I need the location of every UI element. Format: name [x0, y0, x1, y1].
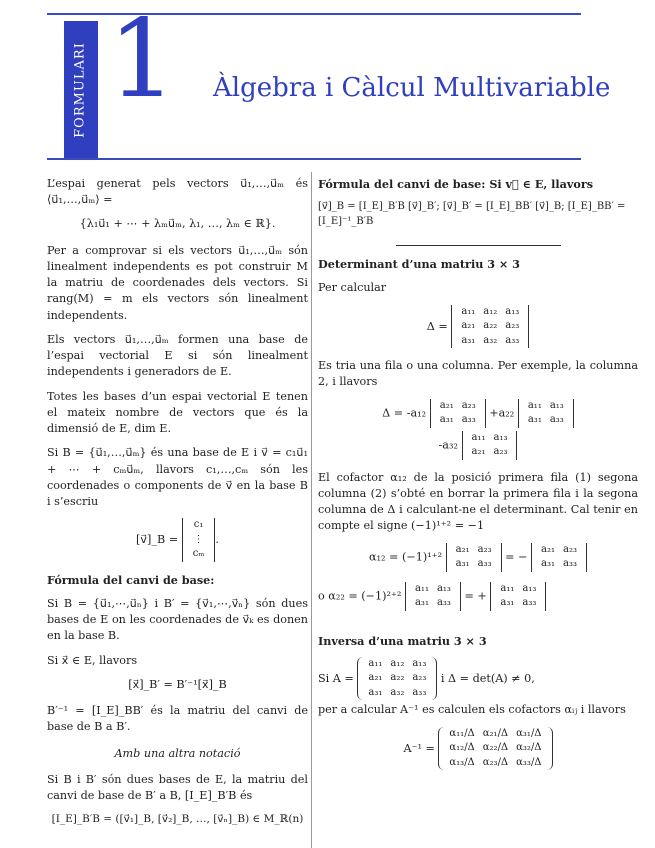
- right-column: [318, 176, 638, 780]
- det-cell: a₃₁: [527, 414, 542, 426]
- det-cell: a₁₃: [493, 431, 508, 443]
- coord-vector: [182, 518, 216, 562]
- det-3x3: [451, 305, 529, 349]
- mat-cell: a₁₃: [412, 657, 427, 669]
- inv-cell: α₃₃/Δ: [516, 756, 542, 768]
- det-cell: a₁₁: [414, 582, 429, 594]
- coord-lhs: [v⃗]_B =: [136, 532, 179, 546]
- heading-inverse: Inversa d’una matriu 3 × 3: [318, 633, 487, 648]
- det-cell: a₃₁: [500, 597, 515, 609]
- det-cell: a₃₃: [505, 334, 520, 346]
- inv-cell: α₃₁/Δ: [516, 727, 542, 739]
- delta-lhs: Δ =: [426, 319, 448, 333]
- paragraph-other-notation: Si B i B′ són dues bases de E, la matriu del canvi de base de B′ a B, [I_E]_B′B és: [47, 772, 308, 803]
- mat-cell: a₂₂: [390, 672, 405, 684]
- paragraph-choose-column: Es tria una fila o una columna. Per exemple, la columna 2, i llavors: [318, 359, 638, 389]
- det-cell: a₂₁: [471, 446, 486, 458]
- det-cell: a₃₃: [436, 597, 451, 609]
- cofactor-12-minor-b: [531, 543, 587, 572]
- formula-matrix-a: [318, 657, 638, 701]
- notation-note: Amb una altra notació: [114, 746, 241, 760]
- det-cell: a₃₁: [439, 414, 454, 426]
- paragraph-per-calcular: Per calcular: [318, 281, 387, 295]
- det-cell: a₁₁: [461, 305, 476, 317]
- matrix-a-lhs: Si A =: [318, 671, 354, 685]
- left-column: [47, 176, 308, 838]
- det-cell: a₂₁: [541, 543, 556, 555]
- cofactor-12-lhs: α₁₂ = (−1)¹⁺²: [368, 550, 443, 564]
- expansion-term-3: -a₃₂: [438, 438, 458, 452]
- det-cell: a₃₃: [549, 414, 564, 426]
- inv-cell: α₁₁/Δ: [449, 727, 475, 739]
- det-cell: a₂₃: [563, 543, 578, 555]
- paragraph-cofactor: El cofactor α₁₂ de la posició primera fila (1) segona columna (2) s’obté en borrar la primera fila i la segona columna de Δ i calculant-ne el determinant. Cal tenir en compte el signe (−1)¹⁺² = −1: [318, 470, 638, 533]
- heading-determinant: Determinant d’una matriu 3 × 3: [318, 257, 520, 272]
- cofactor-22-minor: [405, 582, 461, 611]
- formula-coordinates: [v⃗]_B = c₁ ⋮ cₘ.: [47, 518, 308, 562]
- det-cell: a₃₃: [563, 558, 578, 570]
- paragraph-if-x: Si x⃗ ∈ E, llavors: [47, 653, 138, 667]
- inv-cell: α₂₂/Δ: [482, 742, 509, 754]
- det-cell: a₂₃: [493, 446, 508, 458]
- minor-2: [518, 399, 574, 428]
- inverse-lhs: A⁻¹ =: [403, 741, 435, 755]
- inv-cell: α₂₁/Δ: [482, 727, 509, 739]
- det-cell: a₁₁: [471, 431, 486, 443]
- formulari-tag: [64, 21, 98, 159]
- formulari-label: FORMULARI: [72, 42, 88, 138]
- det-cell: a₃₁: [414, 597, 429, 609]
- det-cell: a₂₁: [455, 543, 470, 555]
- formula-delta: [318, 305, 638, 349]
- cofactor-22-eq: = +: [464, 589, 487, 603]
- mat-cell: a₁₂: [390, 657, 405, 669]
- det-cell: a₃₃: [461, 414, 476, 426]
- heading-change-of-basis-right: Fórmula del canvi de base: Si v⃗ ∈ E, llavors: [318, 177, 594, 191]
- mat-cell: a₃₂: [390, 686, 405, 698]
- det-cell: a₃₃: [477, 558, 492, 570]
- formula-cofactor-22: [318, 582, 638, 611]
- coord-dots: ⋮: [193, 533, 204, 545]
- det-cell: a₁₁: [500, 582, 515, 594]
- formula-span: {λ₁u⃗₁ + ⋯ + λₘu⃗ₘ, λ₁, …, λₘ ∈ ℝ}.: [79, 217, 276, 231]
- inverse-matrix: [438, 727, 552, 771]
- header-rule: [47, 158, 581, 160]
- cofactor-22-lhs: o α₂₂ = (−1)²⁺²: [318, 589, 402, 603]
- paragraph-coordinates: Si B = {u⃗₁,…,u⃗ₘ} és una base de E i v⃗ = c₁u⃗₁ + ⋯ + cₘu⃗ₘ, llavors c₁,…,cₘ són les coordenades o components de v⃗ en la base B i s’escriu: [47, 446, 308, 508]
- det-cell: a₂₁: [439, 399, 454, 411]
- mat-cell: a₂₃: [412, 672, 427, 684]
- expansion-term-1: Δ = -a₁₂: [382, 406, 427, 420]
- mat-cell: a₂₁: [368, 672, 383, 684]
- section-divider: [396, 245, 561, 246]
- det-cell: a₃₁: [541, 558, 556, 570]
- coord-cm: cₘ: [192, 548, 205, 560]
- paragraph-change-matrix: B′⁻¹ = [I_E]_BB′ és la matriu del canvi de base de B a B′.: [47, 704, 308, 734]
- cofactor-12-minor: [446, 543, 502, 572]
- paragraph-dimension: Totes les bases d’un espai vectorial E tenen el mateix nombre de vectors que és la dimensió de E, dim E.: [47, 389, 308, 436]
- chapter-number: 1: [108, 0, 177, 122]
- cofactor-12-eq: = −: [505, 550, 528, 564]
- matrix-a: [357, 657, 437, 701]
- page-title: Àlgebra i Càlcul Multivariable: [213, 73, 611, 103]
- det-cell: a₁₃: [549, 399, 564, 411]
- matrix-a-condition: i Δ = det(A) ≠ 0,: [440, 671, 535, 685]
- mat-cell: a₃₃: [412, 686, 427, 698]
- formula-inverse: [318, 727, 638, 771]
- det-cell: a₁₃: [505, 305, 520, 317]
- inv-cell: α₂₃/Δ: [482, 756, 509, 768]
- det-cell: a₂₂: [483, 320, 498, 332]
- det-cell: a₂₃: [505, 320, 520, 332]
- paragraph-two-bases: Si B = {u⃗₁,⋯,u⃗ₙ} i B′ = {v⃗₁,⋯,v⃗ₙ} són dues bases de E on les coordenades de v⃗ₖ es donen en la base B.: [47, 596, 308, 643]
- inv-cell: α₁₃/Δ: [449, 756, 475, 768]
- inv-cell: α₁₂/Δ: [449, 742, 475, 754]
- expansion-term-2: +a₂₂: [489, 406, 515, 420]
- minor-3: [462, 431, 518, 460]
- det-cell: a₂₃: [461, 399, 476, 411]
- formula-change: [x⃗]_B′ = B′⁻¹[x⃗]_B: [128, 677, 227, 691]
- coord-c1: c₁: [193, 519, 204, 531]
- minor-1: [430, 399, 486, 428]
- det-cell: a₂₁: [461, 320, 476, 332]
- paragraph-span: L’espai generat pels vectors u⃗₁,…,u⃗ₘ és ⟨u⃗₁,…,u⃗ₘ⟩ =: [47, 177, 308, 207]
- paragraph-independence: Per a comprovar si els vectors u⃗₁,…,u⃗ₘ són linealment independents es pot construir M la matriu de coordenades dels vectors. Si rang(M) = m els vectors són linealment independents.: [47, 243, 308, 322]
- cofactor-22-minor-b: [490, 582, 546, 611]
- mat-cell: a₃₁: [368, 686, 383, 698]
- det-cell: a₃₁: [461, 334, 476, 346]
- det-cell: a₃₃: [522, 597, 537, 609]
- det-cell: a₁₂: [483, 305, 498, 317]
- det-cell: a₁₁: [527, 399, 542, 411]
- formula-expansion: [318, 399, 638, 460]
- det-cell: a₃₁: [455, 558, 470, 570]
- paragraph-inverse: per a calcular A⁻¹ es calculen els cofactors αᵢⱼ i llavors: [318, 703, 626, 717]
- det-cell: a₂₃: [477, 543, 492, 555]
- formula-ie: [I_E]_B′B = ([v⃗₁]_B, [v⃗₂]_B, …, [v⃗ₙ]_B) ∈ M_ℝ(n): [51, 813, 304, 826]
- det-cell: a₁₃: [436, 582, 451, 594]
- paragraph-base: Els vectors u⃗₁,…,u⃗ₘ formen una base de l’espai vectorial E si són linealment independents i generadors de E.: [47, 332, 308, 379]
- inv-cell: α₃₂/Δ: [516, 742, 542, 754]
- formula-change-right: [v⃗]_B = [I_E]_B′B [v⃗]_B′; [v⃗]_B′ = [I_E]_BB′ [v⃗]_B; [I_E]_BB′ = [I_E]⁻¹_B′B: [318, 201, 626, 227]
- det-cell: a₃₂: [483, 334, 498, 346]
- formula-cofactor-12: [318, 543, 638, 572]
- column-separator: [311, 172, 312, 848]
- mat-cell: a₁₁: [368, 657, 383, 669]
- det-cell: a₁₃: [522, 582, 537, 594]
- heading-change-of-basis: Fórmula del canvi de base:: [47, 572, 215, 587]
